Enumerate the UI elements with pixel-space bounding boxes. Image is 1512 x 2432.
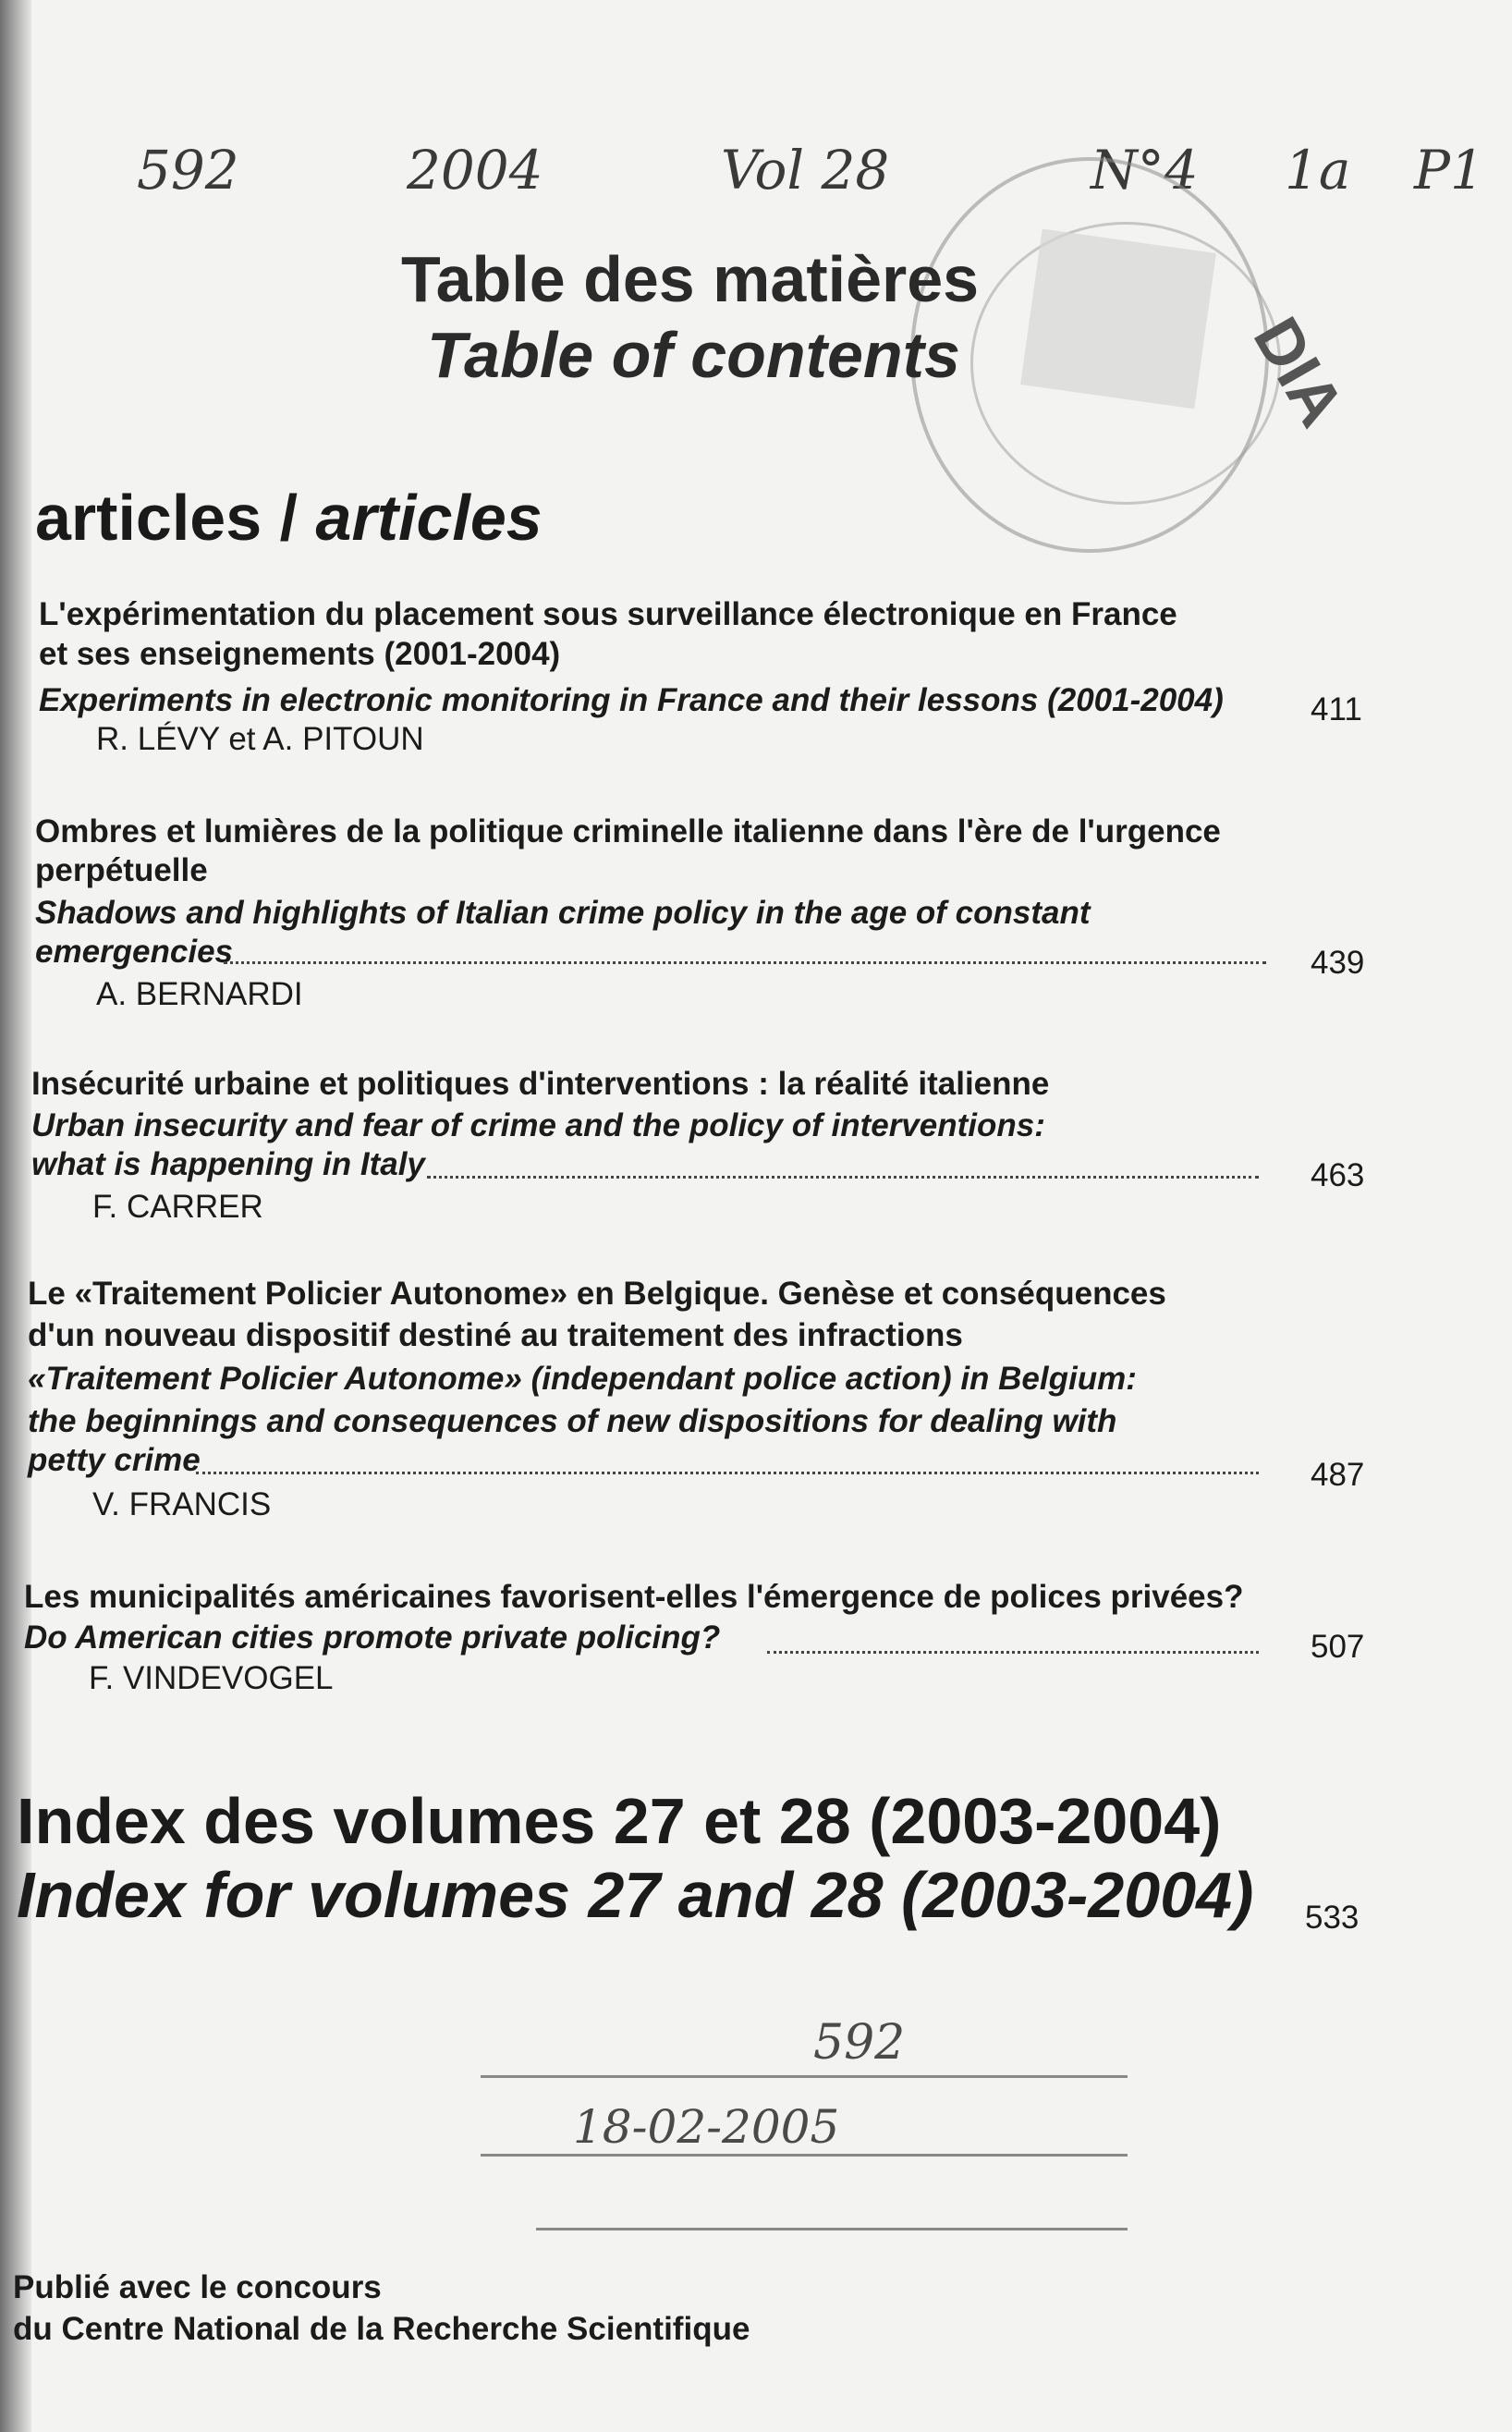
- entry-4-author: V. FRANCIS: [92, 1486, 272, 1522]
- entry-3-leader-dots: [427, 1176, 1259, 1179]
- entry-2-author: A. BERNARDI: [96, 976, 303, 1012]
- entry-5-author: F. VINDEVOGEL: [89, 1660, 334, 1696]
- entry-4-fr-line-1: Le «Traitement Policier Autonome» en Belgique. Genèse et conséquences: [28, 1276, 1166, 1312]
- entry-5-leader-dots: [767, 1651, 1259, 1654]
- entry-3-fr-line-1: Insécurité urbaine et politiques d'interventions : la réalité italienne: [31, 1066, 1050, 1102]
- registration-line-2: [481, 2154, 1128, 2157]
- handwritten-note-5: 1a: [1285, 139, 1351, 202]
- entry-1-en-line-1: Experiments in electronic monitoring in France and their lessons (2001-2004): [39, 682, 1224, 718]
- footer-line-1: Publié avec le concours: [13, 2269, 382, 2305]
- entry-4-en-line-3: petty crime: [28, 1442, 201, 1478]
- section-heading-fr: articles: [35, 482, 262, 554]
- index-heading-fr: Index des volumes 27 et 28 (2003-2004): [17, 1785, 1222, 1857]
- entry-3-author: F. CARRER: [92, 1189, 263, 1225]
- entry-5-en-line-1: Do American cities promote private policing?: [24, 1619, 721, 1656]
- entry-2-en-line-2: emergencies: [35, 934, 234, 970]
- handwritten-note-6: P1: [1414, 139, 1484, 202]
- page-title-en: Table of contents: [427, 319, 960, 391]
- entry-4-page-number: 487: [1311, 1457, 1365, 1493]
- handwritten-note-2: 2004: [407, 139, 543, 202]
- entry-4-fr-line-2: d'un nouveau dispositif destiné au traitement des infractions: [28, 1317, 963, 1353]
- section-heading: [35, 481, 543, 555]
- entry-4-en-line-2: the beginnings and consequences of new dispositions for dealing with: [28, 1403, 1117, 1439]
- entry-4-en-line-1: «Traitement Policier Autonome» (independant police action) in Belgium:: [28, 1361, 1137, 1397]
- index-page-number: 533: [1305, 1900, 1360, 1936]
- entry-2-en-line-1: Shadows and highlights of Italian crime policy in the age of constant: [35, 895, 1091, 931]
- entry-1-page-number: 411: [1311, 691, 1362, 727]
- entry-2-leader-dots: [224, 961, 1266, 964]
- section-heading-separator: /: [262, 482, 316, 554]
- entry-1-author: R. LÉVY et A. PITOUN: [96, 721, 424, 757]
- registration-line-1: [481, 2075, 1128, 2078]
- index-heading-en: Index for volumes 27 and 28 (2003-2004): [17, 1859, 1254, 1931]
- registration-date: 18-02-2005: [573, 2100, 840, 2154]
- handwritten-note-1: 592: [137, 139, 239, 202]
- entry-4-leader-dots: [196, 1472, 1259, 1474]
- entry-2-fr-line-1: Ombres et lumières de la politique criminelle italienne dans l'ère de l'urgence: [35, 813, 1221, 849]
- entry-5-page-number: 507: [1311, 1629, 1365, 1665]
- footer-line-2: du Centre National de la Recherche Scientifique: [13, 2311, 750, 2347]
- entry-2-fr-line-2: perpétuelle: [35, 852, 208, 888]
- entry-3-en-line-1: Urban insecurity and fear of crime and the policy of interventions:: [31, 1107, 1045, 1143]
- binding-shadow: [0, 0, 31, 2432]
- entry-2-page-number: 439: [1311, 945, 1365, 981]
- entry-5-fr-line-1: Les municipalités américaines favorisent-elles l'émergence de polices privées?: [24, 1579, 1244, 1615]
- library-stamp-seal: [1020, 229, 1216, 409]
- entry-3-page-number: 463: [1311, 1157, 1365, 1193]
- section-heading-en: articles: [315, 482, 543, 554]
- entry-1-fr-line-1: L'expérimentation du placement sous surveillance électronique en France: [39, 596, 1177, 632]
- stamp-mark: DIA: [1239, 305, 1359, 438]
- entry-1-fr-line-2: et ses enseignements (2001-2004): [39, 636, 561, 672]
- page-title-fr: Table des matières: [401, 243, 980, 315]
- entry-3-en-line-2: what is happening in Italy: [31, 1146, 425, 1182]
- registration-line-3: [536, 2228, 1128, 2230]
- handwritten-note-4: N°4: [1091, 139, 1199, 202]
- handwritten-note-3: Vol 28: [721, 139, 890, 202]
- registration-number: 592: [813, 2015, 906, 2071]
